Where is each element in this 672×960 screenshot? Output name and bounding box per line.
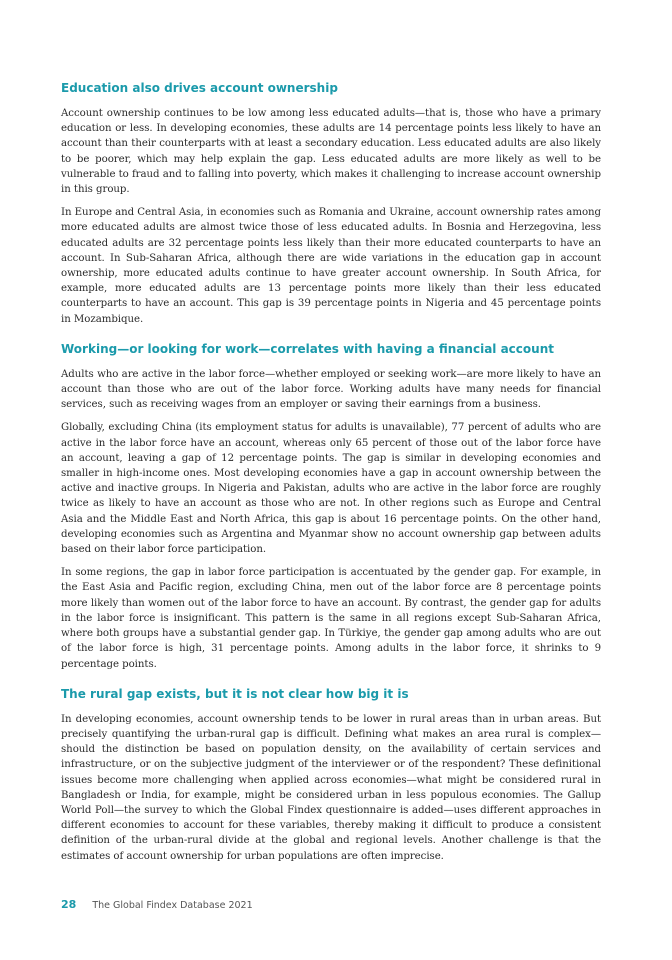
section-education <box>61 80 601 327</box>
section-rural <box>61 686 601 864</box>
paragraph: Globally, excluding China (its employment status for adults is unavailable), 77 percent of adults who are active in the labor force have an account, whereas only 65 percent of those out of the labor force have an account, leaving a gap of 12 percentage points. The gap is similar in developing economies and smaller in high-income ones. Most developing economies have a gap in account ownership between the active and inactive groups. In Nigeria and Pakistan, adults who are active in the labor force are roughly twice as likely to have an account as those who are not. In other regions such as Europe and Central Asia and the Middle East and North Africa, this gap is about 16 percentage points. On the other hand, developing economies such as Argentina and Myanmar show no account ownership gap between adults based on their labor force participation. <box>61 422 601 556</box>
section-heading: The rural gap exists, but it is not clear how big it is <box>61 686 409 701</box>
publication-title: The Global Findex Database 2021 <box>92 900 253 911</box>
page-footer <box>61 898 253 911</box>
page-number: 28 <box>61 898 77 911</box>
paragraph: In developing economies, account ownership tends to be lower in rural areas than in urban areas. But precisely quantifying the urban-rural gap is difficult. Defining what makes an area rural is complex—should the distinction be based on population density, on the availability of certain services and infrastructure, or on the subjective judgment of the interviewer or of the respondent? These definitional issues become more challenging when applied across economies—what might be considered rural in Bangladesh or India, for example, might be considered urban in less populous economies. The Gallup World Poll—the survey to which the Global Findex questionnaire is added—uses different approaches in different economies to account for these variables, thereby making it difficult to produce a consistent definition of the urban-rural divide at the global and regional levels. Another challenge is that the estimates of account ownership for urban populations are often imprecise. <box>61 713 601 862</box>
section-heading: Education also drives account ownership <box>61 81 338 95</box>
page-content <box>61 80 601 878</box>
paragraph: In some regions, the gap in labor force participation is accentuated by the gender gap. For example, in the East Asia and Pacific region, excluding China, men out of the labor force are 8 percentage points more likely than women out of the labor force to have an account. By contrast, the gender gap for adults in the labor force is insignificant. This pattern is the same in all regions except Sub-Saharan Africa, where both groups have a substantial gender gap. In Türkiye, the gender gap among adults who are out of the labor force is high, 31 percentage points. Among adults in the labor force, it shrinks to 9 percentage points. <box>61 567 601 670</box>
paragraph: Account ownership continues to be low among less educated adults—that is, those who have a primary education or less. In developing economies, these adults are 14 percentage points less likely to have an account than their counterparts with at least a secondary education. Less educated adults are also likely to be poorer, which may help explain the gap. Less educated adults are more likely as well to be vulnerable to fraud and to falling into poverty, which makes it challenging to increase account ownership in this group. <box>61 108 601 196</box>
section-working <box>61 341 601 672</box>
paragraph: In Europe and Central Asia, in economies such as Romania and Ukraine, account ownership rates among more educated adults are almost twice those of less educated adults. In Bosnia and Herzegovina, less educated adults are 32 percentage points less likely than their more educated counterparts to have an account. In Sub-Saharan Africa, although there are wide variations in the education gap in account ownership, more educated adults continue to have greater account ownership. In South Africa, for example, more educated adults are 13 percentage points more likely than their less educated counterparts to have an account. This gap is 39 percentage points in Nigeria and 45 percentage points in Mozambique. <box>61 207 602 325</box>
paragraph: Adults who are active in the labor force—whether employed or seeking work—are more likely to have an account than those who are out of the labor force. Working adults have many needs for financial services, such as receiving wages from an employer or saving their earnings from a business. <box>61 368 601 411</box>
section-heading: Working—or looking for work—correlates with having a financial account <box>61 341 554 356</box>
